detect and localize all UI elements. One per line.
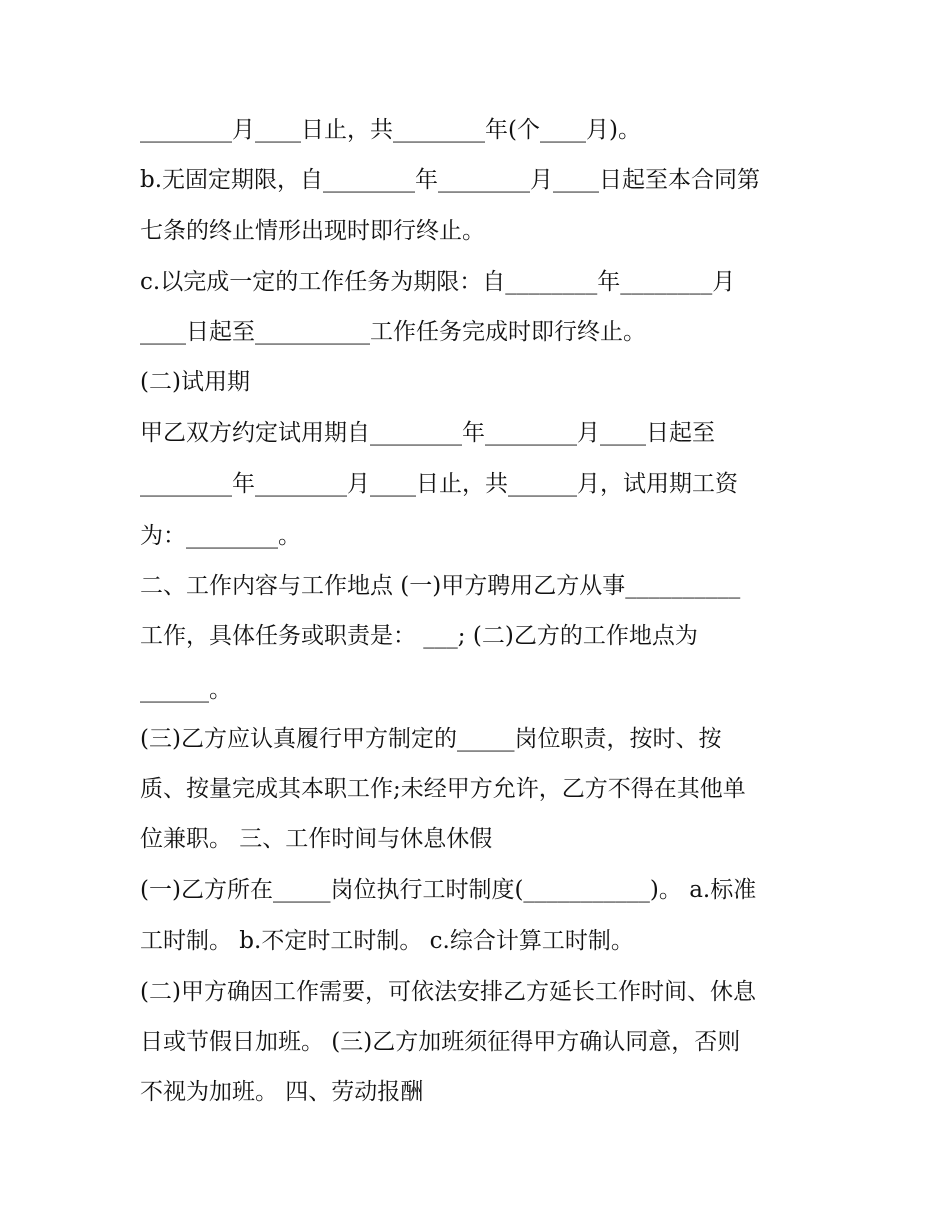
text-line: ______。 — [140, 677, 232, 703]
text-line: 二、工作内容与工作地点 (一)甲方聘用乙方从事__________ — [140, 573, 741, 599]
text-line: 不视为加班。 四、劳动报酬 — [140, 1079, 424, 1105]
text-line: ____日起至__________工作任务完成时即行终止。 — [140, 319, 646, 345]
text-line: 为：________。 — [140, 523, 301, 549]
text-line: 七条的终止情形出现时即行终止。 — [140, 218, 485, 244]
text-line: ________年________月____日止，共______月，试用期工资 — [140, 471, 738, 497]
text-line: b.无固定期限，自________年________月____日起至本合同第 — [140, 167, 761, 193]
text-line: 位兼职。 三、工作时间与休息休假 — [140, 826, 493, 852]
text-line: (二)甲方确因工作需要，可依法安排乙方延长工作时间、休息 — [140, 979, 756, 1005]
text-line: (三)乙方应认真履行甲方制定的_____岗位职责，按时、按 — [140, 726, 722, 752]
section-heading: (二)试用期 — [140, 369, 250, 395]
text-line: 质、按量完成其本职工作;未经甲方允许，乙方不得在其他单 — [140, 776, 746, 802]
text-line: ________月____日止，共________年(个____月)。 — [140, 117, 641, 143]
text-line: (一)乙方所在_____岗位执行工时制度(___________)。 a.标准 — [140, 877, 757, 903]
text-line: 工时制。 b.不定时工时制。 c.综合计算工时制。 — [140, 928, 634, 954]
text-line: c.以完成一定的工作任务为期限：自________年________月 — [140, 269, 736, 295]
text-line: 甲乙双方约定试用期自________年________月____日起至 — [140, 420, 715, 446]
text-line: 工作，具体任务或职责是： ___; (二)乙方的工作地点为 — [140, 623, 698, 649]
text-line: 日或节假日加班。 (三)乙方加班须征得甲方确认同意，否则 — [140, 1029, 741, 1055]
